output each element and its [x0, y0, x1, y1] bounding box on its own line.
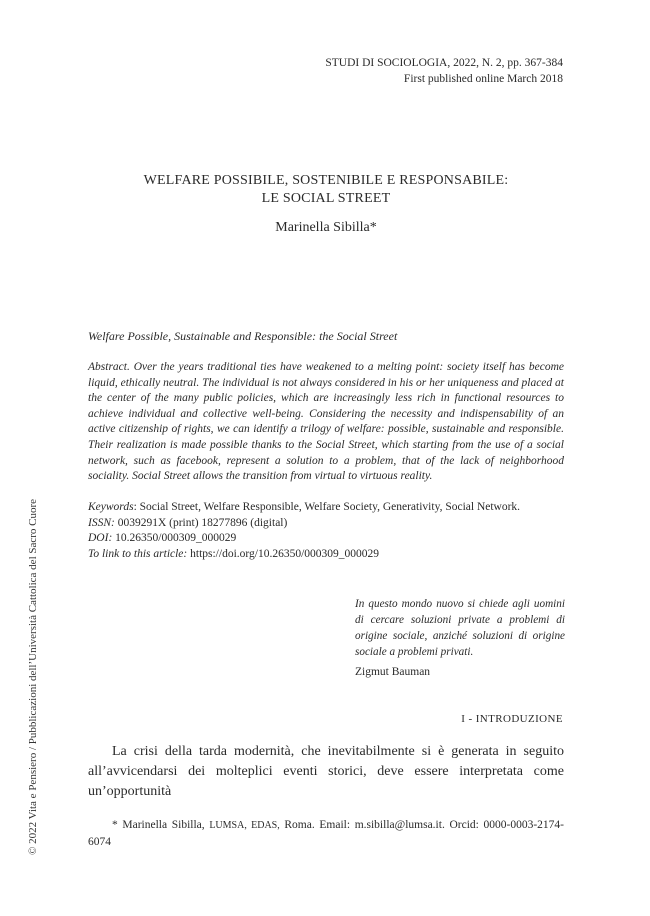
article-link[interactable]: https://doi.org/10.26350/000309_000029 [187, 547, 380, 560]
keywords-label: Keywords [88, 501, 134, 513]
keywords-value: : Social Street, Welfare Responsible, Welfare Society, Generativity, Social Network. [133, 501, 521, 513]
footnote-affiliation: LUMSA, EDAS, [209, 820, 280, 831]
copyright-sidebar: © 2022 Vita e Pensiero / Pubblicazioni dell’Università Cattolica del Sacro Cuore [27, 498, 39, 855]
epigraph-author: Zigmut Bauman [355, 666, 431, 678]
footnote-contact: Roma. Email: m.sibilla@lumsa.it. Orcid: 0000-0003-2174-6074 [88, 819, 564, 848]
author-name: Marinella Sibilla* [275, 220, 377, 235]
doi-value: 10.26350/000309_000029 [112, 532, 237, 545]
link-label: To link to this article: [88, 547, 188, 560]
journal-header [325, 55, 563, 87]
title-line-2: LE SOCIAL STREET [261, 191, 391, 206]
body-paragraph: La crisi della tarda modernità, che inevitabilmente si è generata in seguito all’avvicendarsi dei molteplici eventi storici, deve essere interpretata come un’opportunità [88, 744, 564, 799]
section-heading: I - INTRODUZIONE [461, 713, 563, 725]
link-line [88, 547, 564, 563]
keywords-line [88, 500, 564, 516]
article-metadata [88, 500, 564, 562]
doi-label: DOI: [88, 532, 113, 545]
issn-label: ISSN: [88, 516, 115, 529]
english-title: Welfare Possible, Sustainable and Responsible: the Social Street [88, 329, 398, 343]
doi-line [88, 531, 564, 547]
abstract: Abstract. Over the years traditional ties have weakened to a melting point: society itself has become liquid, ethically neutral. The individual is not always considered in his or her uniqueness and placed at the center of the many public policies, which are increasingly less rich in functional resources to achieve individual and collective well-being. Considering the necessity and indispensability of an active citizenship of rights, we can identify a trilogy of welfare: possible, sustainable and responsible. Their realization is made possible thanks to the Social Street, which starting from the use of a social network, such as facebook, represent a solution to a problem, that of the lack of neighborhood sociality. Social Street allows the transition from virtual to virtuous reality. [88, 361, 564, 483]
journal-citation: STUDI DI SOCIOLOGIA, 2022, N. 2, pp. 367-384 [325, 57, 563, 69]
epigraph-quote: In questo mondo nuovo si chiede agli uomini di cercare soluzioni private a problemi di origine sociale, anziché soluzioni di origine sociale a problemi privati. [355, 598, 565, 658]
title-line-1: WELFARE POSSIBILE, SOSTENIBILE E RESPONSABILE: [143, 173, 509, 188]
issn-line [88, 516, 564, 532]
footnote [88, 817, 564, 850]
issn-value: 0039291X (print) 18277896 (digital) [114, 516, 288, 529]
footnote-marker: * Marinella Sibilla, [112, 819, 205, 831]
publication-date: First published online March 2018 [403, 73, 563, 85]
article-title [88, 172, 564, 208]
